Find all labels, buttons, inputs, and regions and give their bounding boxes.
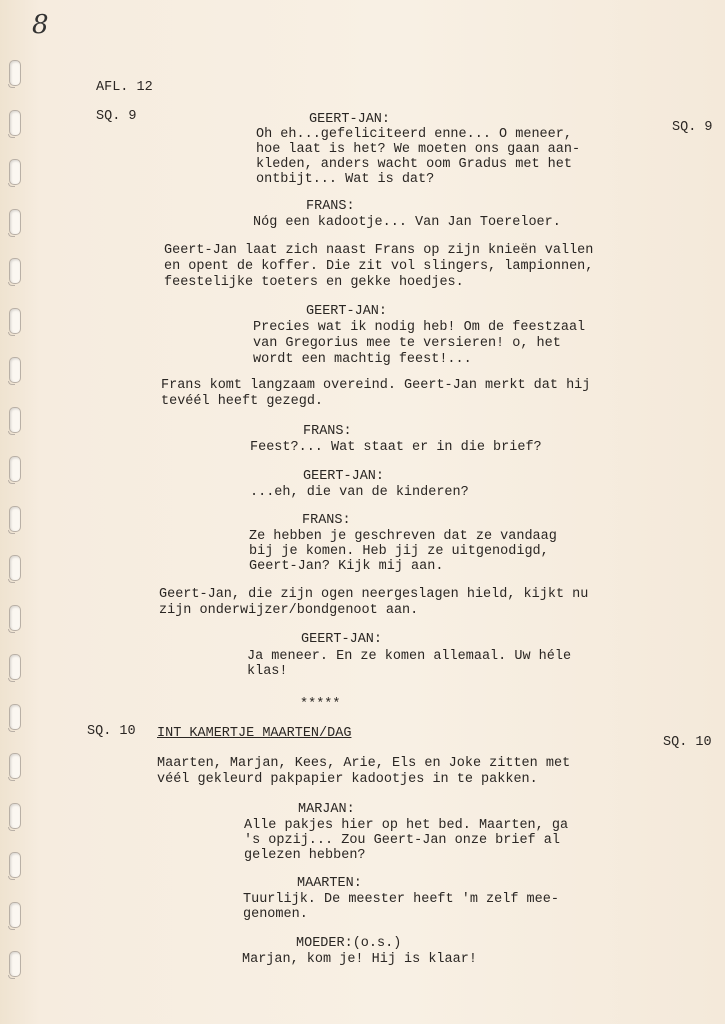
binder-hole bbox=[9, 407, 21, 433]
sequence-number-left: SQ. 9 bbox=[96, 109, 137, 124]
binder-hole bbox=[9, 902, 21, 928]
dialogue-line: Precies wat ik nodig heb! Om de feestzaal bbox=[253, 320, 586, 335]
binder-hole bbox=[9, 704, 21, 730]
action-line: tevéél heeft gezegd. bbox=[161, 394, 324, 409]
dialogue-line: bij je komen. Heb jij ze uitgenodigd, bbox=[249, 544, 549, 559]
binder-hole bbox=[9, 209, 21, 235]
binder-hole bbox=[9, 308, 21, 334]
binder-hole bbox=[9, 951, 21, 977]
action-line: en opent de koffer. Die zit vol slingers, lampionnen, bbox=[164, 259, 594, 274]
action-line: Geert-Jan, die zijn ogen neergeslagen hield, kijkt nu bbox=[159, 587, 589, 602]
dialogue-line: Alle pakjes hier op het bed. Maarten, ga bbox=[244, 818, 569, 833]
dialogue-line: kleden, anders wacht oom Gradus met het bbox=[256, 157, 572, 172]
dialogue-line: gelezen hebben? bbox=[244, 848, 366, 863]
dialogue-line: Marjan, kom je! Hij is klaar! bbox=[242, 952, 477, 967]
binder-hole bbox=[9, 654, 21, 680]
binder-hole bbox=[9, 555, 21, 581]
speaker-name: FRANS: bbox=[302, 513, 351, 528]
dialogue-line: Oh eh...gefeliciteerd enne... O meneer, bbox=[256, 127, 572, 142]
binder-hole bbox=[9, 110, 21, 136]
binder-hole bbox=[9, 60, 21, 86]
binder-hole bbox=[9, 803, 21, 829]
action-line: zijn onderwijzer/bondgenoot aan. bbox=[159, 603, 419, 618]
action-line: Maarten, Marjan, Kees, Arie, Els en Joke zitten met bbox=[157, 756, 571, 771]
dialogue-line: ontbijt... Wat is dat? bbox=[256, 172, 435, 187]
binder-hole bbox=[9, 456, 21, 482]
sequence-number-right: SQ. 10 bbox=[663, 735, 712, 750]
dialogue-line: klas! bbox=[247, 664, 288, 679]
binder-hole bbox=[9, 852, 21, 878]
binder-holes bbox=[9, 60, 27, 1010]
action-line: feestelijke toeters en gekke hoedjes. bbox=[164, 275, 464, 290]
binder-hole bbox=[9, 753, 21, 779]
speaker-name: MOEDER:(o.s.) bbox=[296, 936, 402, 951]
speaker-name: GEERT-JAN: bbox=[303, 469, 385, 484]
scene-separator: ***** bbox=[300, 697, 341, 712]
dialogue-line: Geert-Jan? Kijk mij aan. bbox=[249, 559, 444, 574]
action-line: Frans komt langzaam overeind. Geert-Jan merkt dat hij bbox=[161, 378, 591, 393]
dialogue-line: Feest?... Wat staat er in die brief? bbox=[250, 440, 542, 455]
dialogue-line: hoe laat is het? We moeten ons gaan aan- bbox=[256, 142, 581, 157]
speaker-name: FRANS: bbox=[306, 199, 355, 214]
speaker-name: GEERT-JAN: bbox=[301, 632, 383, 647]
binder-hole bbox=[9, 159, 21, 185]
speaker-name: GEERT-JAN: bbox=[306, 304, 388, 319]
binder-hole bbox=[9, 258, 21, 284]
dialogue-line: van Gregorius mee te versieren! o, het bbox=[253, 336, 561, 351]
dialogue-line: Nóg een kadootje... Van Jan Toereloer. bbox=[253, 215, 561, 230]
dialogue-line: Ze hebben je geschreven dat ze vandaag bbox=[249, 529, 557, 544]
sequence-number-left: SQ. 10 bbox=[87, 724, 136, 739]
episode-label: AFL. 12 bbox=[96, 80, 153, 95]
speaker-name: MAARTEN: bbox=[297, 876, 362, 891]
dialogue-line: Tuurlijk. De meester heeft 'm zelf mee- bbox=[243, 892, 559, 907]
binder-hole bbox=[9, 506, 21, 532]
action-line: véél gekleurd pakpapier kadootjes in te pakken. bbox=[157, 772, 538, 787]
dialogue-line: genomen. bbox=[243, 907, 308, 922]
dialogue-line: Ja meneer. En ze komen allemaal. Uw héle bbox=[247, 649, 572, 664]
speaker-name: MARJAN: bbox=[298, 802, 355, 817]
speaker-name: GEERT-JAN: bbox=[309, 112, 391, 127]
binder-hole bbox=[9, 357, 21, 383]
binder-hole bbox=[9, 605, 21, 631]
speaker-name: FRANS: bbox=[303, 424, 352, 439]
dialogue-line: 's opzij... Zou Geert-Jan onze brief al bbox=[244, 833, 560, 848]
handwritten-page-number: 8 bbox=[32, 10, 49, 40]
dialogue-line: wordt een machtig feest!... bbox=[253, 352, 472, 367]
dialogue-line: ...eh, die van de kinderen? bbox=[250, 485, 469, 500]
action-line: Geert-Jan laat zich naast Frans op zijn knieën vallen bbox=[164, 243, 594, 258]
sequence-number-right: SQ. 9 bbox=[672, 120, 713, 135]
scene-heading: INT KAMERTJE MAARTEN/DAG bbox=[157, 726, 352, 741]
